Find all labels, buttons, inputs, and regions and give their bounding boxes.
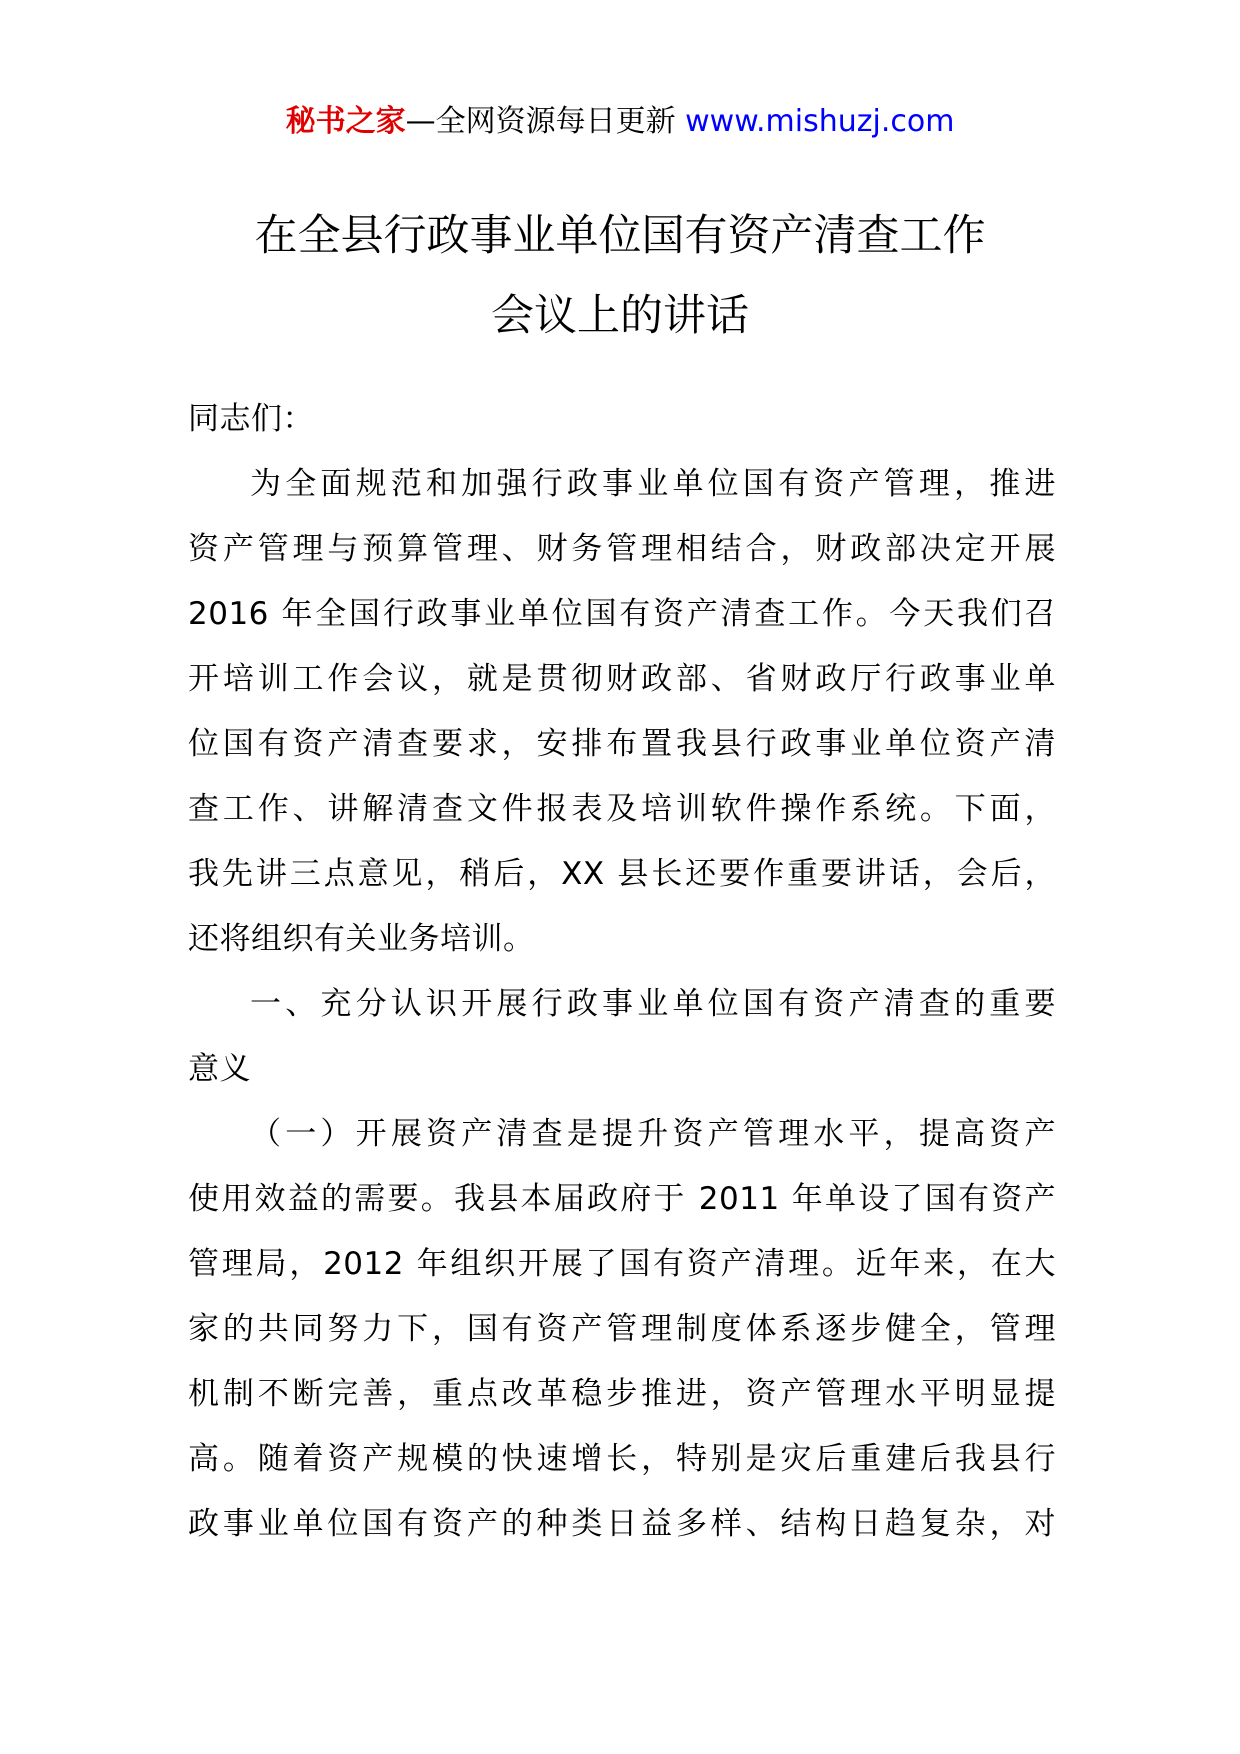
- site-tagline: —全网资源每日更新: [405, 104, 676, 139]
- text-line: 还将组织有关业务培训。: [188, 921, 535, 957]
- document-title: [0, 196, 1240, 356]
- paragraph-2: [188, 1102, 1056, 1557]
- text-line: 我先讲三点意见，稍后，XX 县长还要作重要讲话，会后，: [188, 856, 1056, 892]
- title-line: 在全县行政事业单位国有资产清查工作: [254, 211, 986, 261]
- text-line: 一、充分认识开展行政事业单位国有资产清查的重要: [250, 986, 1056, 1022]
- section-heading-1: [188, 972, 1056, 1102]
- text-line: 使用效益的需要。我县本届政府于 2011 年单设了国有资产: [188, 1181, 1056, 1217]
- text-line: 查工作、讲解清查文件报表及培训软件操作系统。下面，: [188, 791, 1056, 827]
- text-line: 家的共同努力下，国有资产管理制度体系逐步健全，管理: [188, 1311, 1056, 1347]
- text-line: 为全面规范和加强行政事业单位国有资产管理，推进: [250, 466, 1056, 502]
- site-banner: [0, 102, 1240, 142]
- text-line: 管理局，2012 年组织开展了国有资产清理。近年来，在大: [188, 1246, 1056, 1282]
- text-line: 资产管理与预算管理、财务管理相结合，财政部决定开展: [188, 531, 1056, 567]
- text-line: 开培训工作会议，就是贯彻财政部、省财政厅行政事业单: [188, 661, 1056, 697]
- text-line: （一）开展资产清查是提升资产管理水平，提高资产: [250, 1116, 1056, 1152]
- text-line: 高。随着资产规模的快速增长，特别是灾后重建后我县行: [188, 1441, 1056, 1477]
- text-line: 位国有资产清查要求，安排布置我县行政事业单位资产清: [188, 726, 1056, 762]
- text-line: 2016 年全国行政事业单位国有资产清查工作。今天我们召: [188, 596, 1056, 632]
- salutation: 同志们：: [188, 401, 314, 437]
- text-line: 政事业单位国有资产的种类日益多样、结构日趋复杂，对: [188, 1506, 1056, 1542]
- site-url-link[interactable]: www.mishuzj.com: [685, 104, 955, 139]
- text-line: 机制不断完善，重点改革稳步推进，资产管理水平明显提: [188, 1376, 1056, 1412]
- text-line: 意义: [188, 1051, 251, 1087]
- title-line: 会议上的讲话: [491, 291, 749, 341]
- document-body: [188, 387, 1056, 1557]
- site-brand: 秘书之家: [285, 104, 406, 139]
- paragraph-1: [188, 452, 1056, 972]
